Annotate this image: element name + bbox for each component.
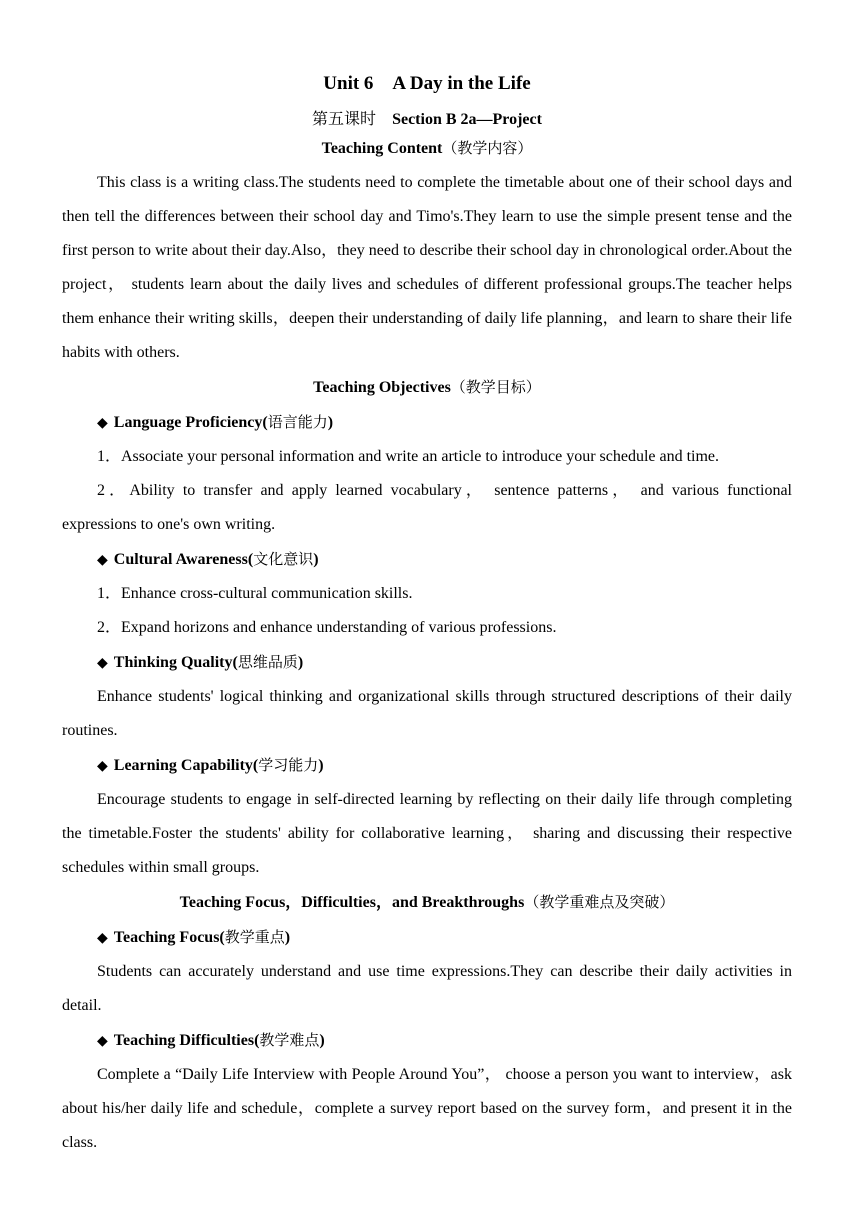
learning-capability-text: Encourage students to engage in self-directed learning by reflecting on their daily life through completing the timetable.Foster the students' ability for collaborative learning， sharing and discussing their respective schedules within small groups.: [62, 791, 792, 876]
learning-label-en: Learning Capability(: [113, 757, 259, 774]
culture-item-2: 2．Expand horizons and enhance understanding of various professions.: [97, 619, 557, 636]
culture-label-en: Cultural Awareness(: [113, 551, 254, 568]
teaching-objectives-heading-en: Teaching Objectives: [313, 379, 451, 396]
thinking-quality-heading: [62, 645, 792, 680]
language-item-2: 2．Ability to transfer and apply learned vocabulary， sentence patterns， and various functional expressions to one's own writing.: [62, 482, 792, 533]
thinking-label-end: ): [297, 654, 304, 671]
teaching-objectives-heading: [62, 370, 792, 405]
focus-label-en: Teaching Focus(: [113, 929, 225, 946]
learning-capability-heading: [62, 748, 792, 783]
learning-label-cn: 学习能力: [258, 756, 319, 774]
document-page: [62, 70, 792, 1160]
teaching-objectives-heading-cn: （教学目标）: [450, 378, 541, 396]
diamond-bullet-icon: ◆: [97, 1033, 108, 1049]
teaching-content-text: This class is a writing class.The students need to complete the timetable about one of their school days and then tell the differences between their school day and Timo's.They learn to use the simple present tense and the first person to write about their day.Also，they need to describe their school day in chronological order.About the project， students learn about the daily lives and schedules of different professional groups.The teacher helps them enhance their writing skills，deepen their understanding of daily life planning，and learn to share their life habits with others.: [62, 174, 792, 361]
teaching-content-heading-cn: （教学内容）: [442, 139, 533, 157]
lesson-subtitle: [62, 108, 792, 131]
focus-label-cn: 教学重点: [224, 928, 285, 946]
diamond-bullet-icon: ◆: [97, 415, 108, 431]
thinking-label-cn: 思维品质: [237, 653, 298, 671]
teaching-content-heading-en: Teaching Content: [321, 140, 443, 157]
difficulties-label-cn: 教学难点: [259, 1031, 320, 1049]
teaching-content-heading: [62, 131, 792, 166]
difficulties-label-en: Teaching Difficulties(: [113, 1032, 260, 1049]
focus-difficulties-heading-cn: （教学重难点及突破）: [524, 893, 675, 911]
culture-label-cn: 文化意识: [253, 550, 314, 568]
language-label-end: ): [327, 414, 334, 431]
focus-difficulties-heading-en: Teaching Focus，Difficulties，and Breakthroughs: [179, 894, 525, 911]
diamond-bullet-icon: ◆: [97, 758, 108, 774]
language-label-cn: 语言能力: [267, 413, 328, 431]
unit-title: Unit 6 A Day in the Life: [323, 73, 531, 94]
teaching-focus-text: Students can accurately understand and use time expressions.They can describe their daily activities in detail.: [62, 963, 792, 1014]
difficulties-label-end: ): [319, 1032, 325, 1049]
diamond-bullet-icon: ◆: [97, 552, 108, 568]
teaching-focus-heading: [62, 920, 792, 955]
thinking-label-en: Thinking Quality(: [113, 654, 238, 671]
culture-item-1: 1．Enhance cross‑cultural communication skills.: [97, 585, 413, 602]
learning-label-end: ): [318, 757, 324, 774]
focus-label-end: ): [284, 929, 291, 946]
thinking-quality-text: Enhance students' logical thinking and organizational skills through structured descriptions of their daily routines.: [62, 688, 792, 739]
diamond-bullet-icon: ◆: [97, 655, 108, 671]
diamond-bullet-icon: ◆: [97, 930, 108, 946]
focus-difficulties-heading: [62, 885, 792, 920]
teaching-difficulties-heading: [62, 1023, 792, 1058]
language-proficiency-heading: [62, 405, 792, 440]
cultural-awareness-heading: [62, 542, 792, 577]
language-item-1: 1．Associate your personal information and write an article to introduce your schedule and time.: [97, 448, 720, 465]
subtitle-en: Section B 2a—Project: [392, 111, 542, 128]
culture-label-end: ): [313, 551, 319, 568]
language-label-en: Language Proficiency(: [113, 414, 268, 431]
subtitle-cn: 第五课时: [312, 109, 393, 128]
teaching-difficulties-text: Complete a “Daily Life Interview with People Around You”， choose a person you want to interview，ask about his/her daily life and schedule，complete a survey report based on the survey form，and present it in the class.: [62, 1066, 792, 1151]
